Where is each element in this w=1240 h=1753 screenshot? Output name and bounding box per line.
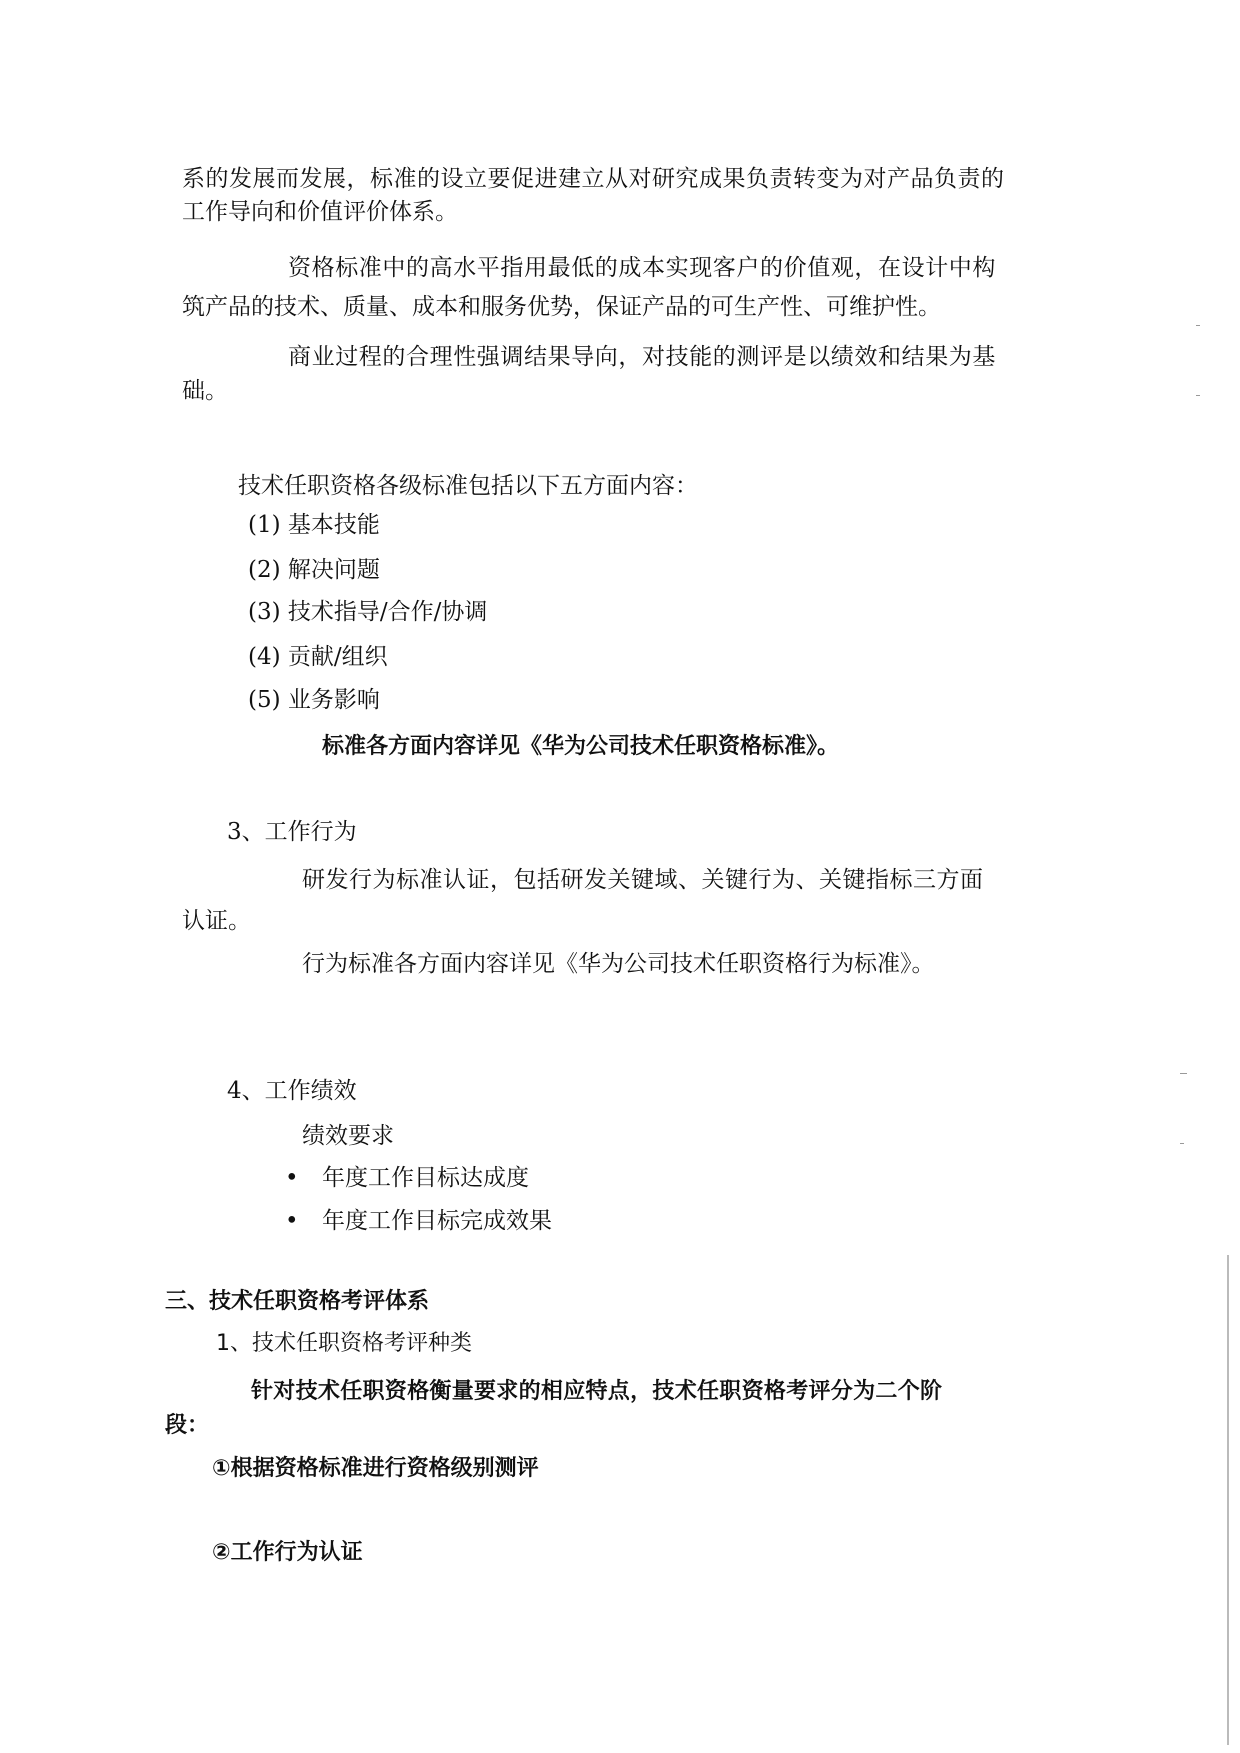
section-heading: 4、工作绩效 xyxy=(227,1078,357,1104)
standards-intro: 技术任职资格各级标准包括以下五方面内容： xyxy=(238,473,698,499)
section-heading: 3、工作行为 xyxy=(227,819,357,845)
standards-note: 标准各方面内容详见《华为公司技术任职资格标准》。 xyxy=(322,734,840,759)
scan-speck xyxy=(1180,1143,1184,1144)
bullet-item: 年度工作目标达成度 xyxy=(322,1165,529,1191)
standards-item: (1) 基本技能 xyxy=(248,512,380,538)
standards-item: (4) 贡献/组织 xyxy=(248,644,388,670)
paragraph-line: 系的发展而发展，标准的设立要促进建立从对研究成果负责转变为对产品负责的 xyxy=(182,166,1005,192)
subheading: 绩效要求 xyxy=(302,1123,394,1149)
paragraph-line: 研发行为标准认证，包括研发关键域、关键行为、关键指标三方面 xyxy=(302,867,984,893)
paragraph-line: 资格标准中的高水平指用最低的成本实现客户的价值观，在设计中构 xyxy=(288,255,996,281)
paragraph-line: 针对技术任职资格衡量要求的相应特点，技术任职资格考评分为二个阶 xyxy=(251,1379,943,1404)
standards-item: (5) 业务影响 xyxy=(248,687,380,713)
scan-speck xyxy=(1196,325,1200,326)
paragraph-line: 行为标准各方面内容详见《华为公司技术任职资格行为标准》。 xyxy=(302,951,935,977)
paragraph-line: 础。 xyxy=(182,378,228,404)
paragraph-line: 商业过程的合理性强调结果导向，对技能的测评是以绩效和结果为基 xyxy=(288,344,996,370)
scan-edge-mark xyxy=(1227,1255,1229,1745)
bullet-icon: • xyxy=(285,1165,299,1191)
paragraph-line: 认证。 xyxy=(182,908,251,934)
standards-item: (2) 解决问题 xyxy=(248,557,380,583)
standards-item: (3) 技术指导/合作/协调 xyxy=(248,599,488,625)
paragraph-line: 筑产品的技术、质量、成本和服务优势，保证产品的可生产性、可维护性。 xyxy=(182,294,941,320)
paragraph-line: 工作导向和价值评价体系。 xyxy=(182,199,458,225)
subheading: 1、技术任职资格考评种类 xyxy=(216,1331,472,1356)
bullet-item: 年度工作目标完成效果 xyxy=(322,1208,552,1234)
scan-speck xyxy=(1196,395,1200,396)
bullet-icon: • xyxy=(285,1208,299,1234)
paragraph-line: 段： xyxy=(165,1413,210,1438)
chapter-heading: 三、技术任职资格考评体系 xyxy=(165,1289,430,1314)
stage-item: ②工作行为认证 xyxy=(212,1540,363,1565)
stage-item: ①根据资格标准进行资格级别测评 xyxy=(212,1456,539,1481)
scan-speck xyxy=(1180,1073,1187,1074)
